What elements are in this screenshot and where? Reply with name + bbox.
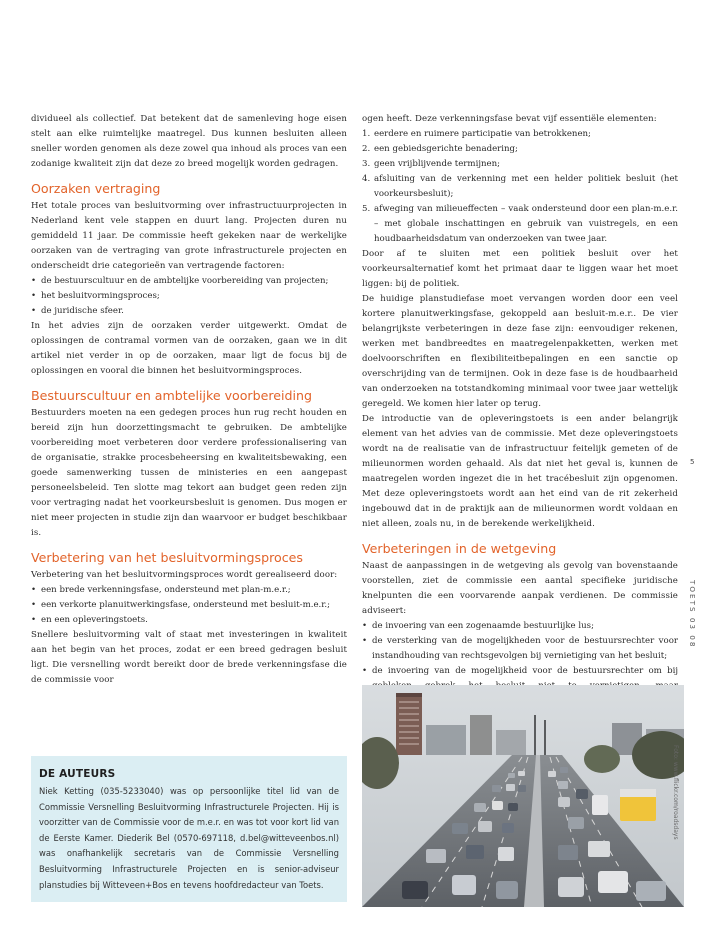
bullet-mark: • xyxy=(31,615,37,625)
right-intro-paragraph: ogen heeft. Deze verkenningsfase bevat vijf essentiële elementen: xyxy=(362,114,657,124)
left-intro-paragraph: dividueel als collectief. Dat betekent dat de samenleving hoge eisen stelt aan elke ruimtelijke maatregel. Dus kunnen besluiten alleen sneller worden genomen als deze zowel qua inhoud als proces van een zodanige kwaliteit zijn dat deze zo breed mogelijk worden gedragen. xyxy=(31,114,347,169)
list-item-text: het besluitvormingsproces; xyxy=(41,291,160,301)
list-number: 1. xyxy=(362,129,371,139)
bullet-mark: • xyxy=(362,666,368,676)
bullet-mark: • xyxy=(31,276,37,286)
heading-verbeteringen-wetgeving: Verbeteringen in de wetgeving xyxy=(362,541,557,556)
heading-verbetering-besluitvormingsproces: Verbetering van het besluitvormingsproces xyxy=(31,550,303,565)
list-item xyxy=(31,613,347,628)
list-item xyxy=(362,172,678,202)
list-item xyxy=(362,202,678,247)
list-item xyxy=(31,583,347,598)
right-column xyxy=(362,112,678,709)
list-item xyxy=(362,157,678,172)
page-number: 5 xyxy=(690,458,695,466)
oorzaken-paragraph: Het totale proces van besluitvorming over infrastructuurprojecten in Nederland kent vele stappen en duurt lang. Projecten duren nu gemiddeld 11 jaar. De commissie heeft gekeken naar de werkelijke oorzaken van de vertraging van grote infrastructurele projecten en onderscheidt drie categorieën van vertragende factoren: xyxy=(31,201,347,271)
list-item-text: de juridische sfeer. xyxy=(41,306,124,316)
journal-label: TOETS 03 08 xyxy=(688,580,697,649)
bullet-mark: • xyxy=(362,621,368,631)
list-item xyxy=(31,598,347,613)
list-number: 5. xyxy=(362,204,371,214)
highway-photo-illustration xyxy=(362,685,684,907)
list-item xyxy=(31,304,347,319)
list-item-text: de bestuurscultuur en de ambtelijke voorbereiding van projecten; xyxy=(41,276,329,286)
list-item-text: eerdere en ruimere participatie van betrokkenen; xyxy=(374,129,591,139)
photo-credit: Foto: www.flickr.com/roadsdays xyxy=(672,745,679,840)
wetgeving-paragraph: Naast de aanpassingen in de wetgeving als gevolg van bovenstaande voorstellen, ziet de commissie een aantal specifieke juridische knelpunten die een voorvarende aanpak verdienen. De commissie adviseert: xyxy=(362,561,678,616)
voorkeursalternatief-paragraph: Door af te sluiten met een politiek besluit over het voorkeursalternatief komt het primaat daar te liggen waar het moet liggen: bij de politiek. xyxy=(362,249,678,289)
bullet-mark: • xyxy=(362,636,368,646)
list-item-text: en een opleveringstoets. xyxy=(41,615,148,625)
list-item-text: geen vrijblijvende termijnen; xyxy=(374,159,501,169)
list-item xyxy=(362,619,678,634)
list-number: 3. xyxy=(362,159,371,169)
list-item-text: een gebiedsgerichte benadering; xyxy=(374,144,518,154)
list-item-text: afweging van milieueffecten – vaak ondersteund door een plan-m.e.r. – met globale inschattingen en gebruik van vuistregels, en een houdbaarheidsdatum van onderzoeken van twee jaar. xyxy=(374,204,678,244)
left-column xyxy=(31,112,347,688)
list-item-text: de invoering van de mogelijkheid voor de bestuursrechter om bij xyxy=(372,666,678,676)
list-item-text: de versterking van de mogelijkheden voor de bestuursrechter voor instandhouding van rechtsgevolgen bij vernietiging van het besluit; xyxy=(372,636,678,661)
author-box-text: Niek Ketting (035-5233040) was op persoonlijke titel lid van de Commissie Versnelling Besluitvorming Infrastructurele Projecten. Hij is voorzitter van de Commissie voor de m.e.r. en was tot voor kort lid van de Eerste Kamer. Diederik Bel (0570-697118, d.bel@witteveenbos.nl) was onafhankelijk secretaris van de Commissie Versnelling Besluitvorming Infrastructurele Projecten en is senior-adviseur planstudies bij Witteveen+Bos en tevens hoofdredacteur van Toets. xyxy=(39,786,339,890)
highway-traffic-photo xyxy=(362,685,684,907)
bullet-mark: • xyxy=(31,600,37,610)
list-number: 4. xyxy=(362,174,371,184)
opleveringstoets-paragraph: De introductie van de opleveringstoets is een ander belangrijk element van het advies van de commissie. Met deze opleveringstoets wordt na de realisatie van de infrastructuur feitelijk gemeten of de milieunormen worden gehaald. Als dat niet het geval is, kunnen de maatregelen worden ingezet die in het tracébesluit zijn opgenomen. Met deze opleveringstoets wordt aan het eind van de rit zekerheid ingebouwd dat in de praktijk aan de milieunormen wordt voldaan en niet alleen, zoals nu, in de berekende werkelijkheid. xyxy=(362,414,678,529)
verbetering-after-paragraph: Snellere besluitvorming valt of staat met investeringen in kwaliteit aan het begin van het proces, zodat er een breed gedragen besluit ligt. Die versnelling wordt bereikt door de brede verkenningsfase die de commissie voor xyxy=(31,630,347,685)
heading-bestuurscultuur: Bestuurscultuur en ambtelijke voorbereiding xyxy=(31,388,312,403)
list-item-text: een brede verkenningsfase, ondersteund met plan-m.e.r.; xyxy=(41,585,291,595)
verbetering-paragraph: Verbetering van het besluitvormingsproces wordt gerealiseerd door: xyxy=(31,570,338,580)
list-number: 2. xyxy=(362,144,371,154)
bullet-mark: • xyxy=(31,585,37,595)
verbetering-bullet-list xyxy=(31,583,347,628)
author-box-title: DE AUTEURS xyxy=(39,768,116,780)
list-item xyxy=(362,142,678,157)
heading-oorzaken-vertraging: Oorzaken vertraging xyxy=(31,181,161,196)
list-item-text: een verkorte planuitwerkingsfase, ondersteund met besluit-m.e.r.; xyxy=(41,600,331,610)
bullet-mark: • xyxy=(31,291,37,301)
oorzaken-bullet-list xyxy=(31,274,347,319)
verkenningsfase-numbered-list xyxy=(362,127,678,247)
list-item xyxy=(362,634,678,664)
list-item-text: de invoering van een zogenaamde bestuurlijke lus; xyxy=(372,621,594,631)
bestuurscultuur-paragraph: Bestuurders moeten na een gedegen proces hun rug recht houden en bereid zijn hun doorzettingsmacht te gebruiken. De ambtelijke voorbereiding moet verbeteren door verdere professionalisering van de organisatie, strakke procesbeheersing en kwaliteitsbewaking, een goede samenwerking tussen de ministeries en een aangepast personeelsbeleid. Ten slotte mag tekort aan budget geen reden zijn voor vertraging nadat het voorkeursbesluit is genomen. Dus mogen er niet meer projecten in studie zijn dan waarvoor er budget beschikbaar is. xyxy=(31,408,347,538)
list-item xyxy=(31,289,347,304)
list-item xyxy=(362,127,678,142)
bullet-mark: • xyxy=(31,306,37,316)
planuitwerkingsfase-paragraph: De huidige planstudiefase moet vervangen worden door een veel kortere planuitwerkingsfase, gekoppeld aan besluit-m.e.r.. De vier belangrijkste verbeteringen in deze fase zijn: eenvoudiger rekenen, werken met bandbreedtes en maatregelenpakketten, werken met doelvoorschriften en flexibiliteitbepalingen en een sanctie op overschrijding van de termijnen. Ook in deze fase is de houdbaarheid van onderzoeken na totstandkoming minimaal voor twee jaar wettelijk geregeld. We komen hier later op terug. xyxy=(362,294,678,409)
list-item-text: afsluiting van de verkenning met een helder politiek besluit (het voorkeursbesluit); xyxy=(374,174,678,199)
oorzaken-after-paragraph: In het advies zijn de oorzaken verder uitgewerkt. Omdat de oplossingen de contramal vormen van de oorzaken, gaan we in dit artikel niet verder in op de oorzaken, maar ligt de focus bij de oplossingen en vooral die binnen het besluitvormingsproces. xyxy=(31,321,347,376)
author-box xyxy=(31,756,347,902)
list-item xyxy=(31,274,347,289)
